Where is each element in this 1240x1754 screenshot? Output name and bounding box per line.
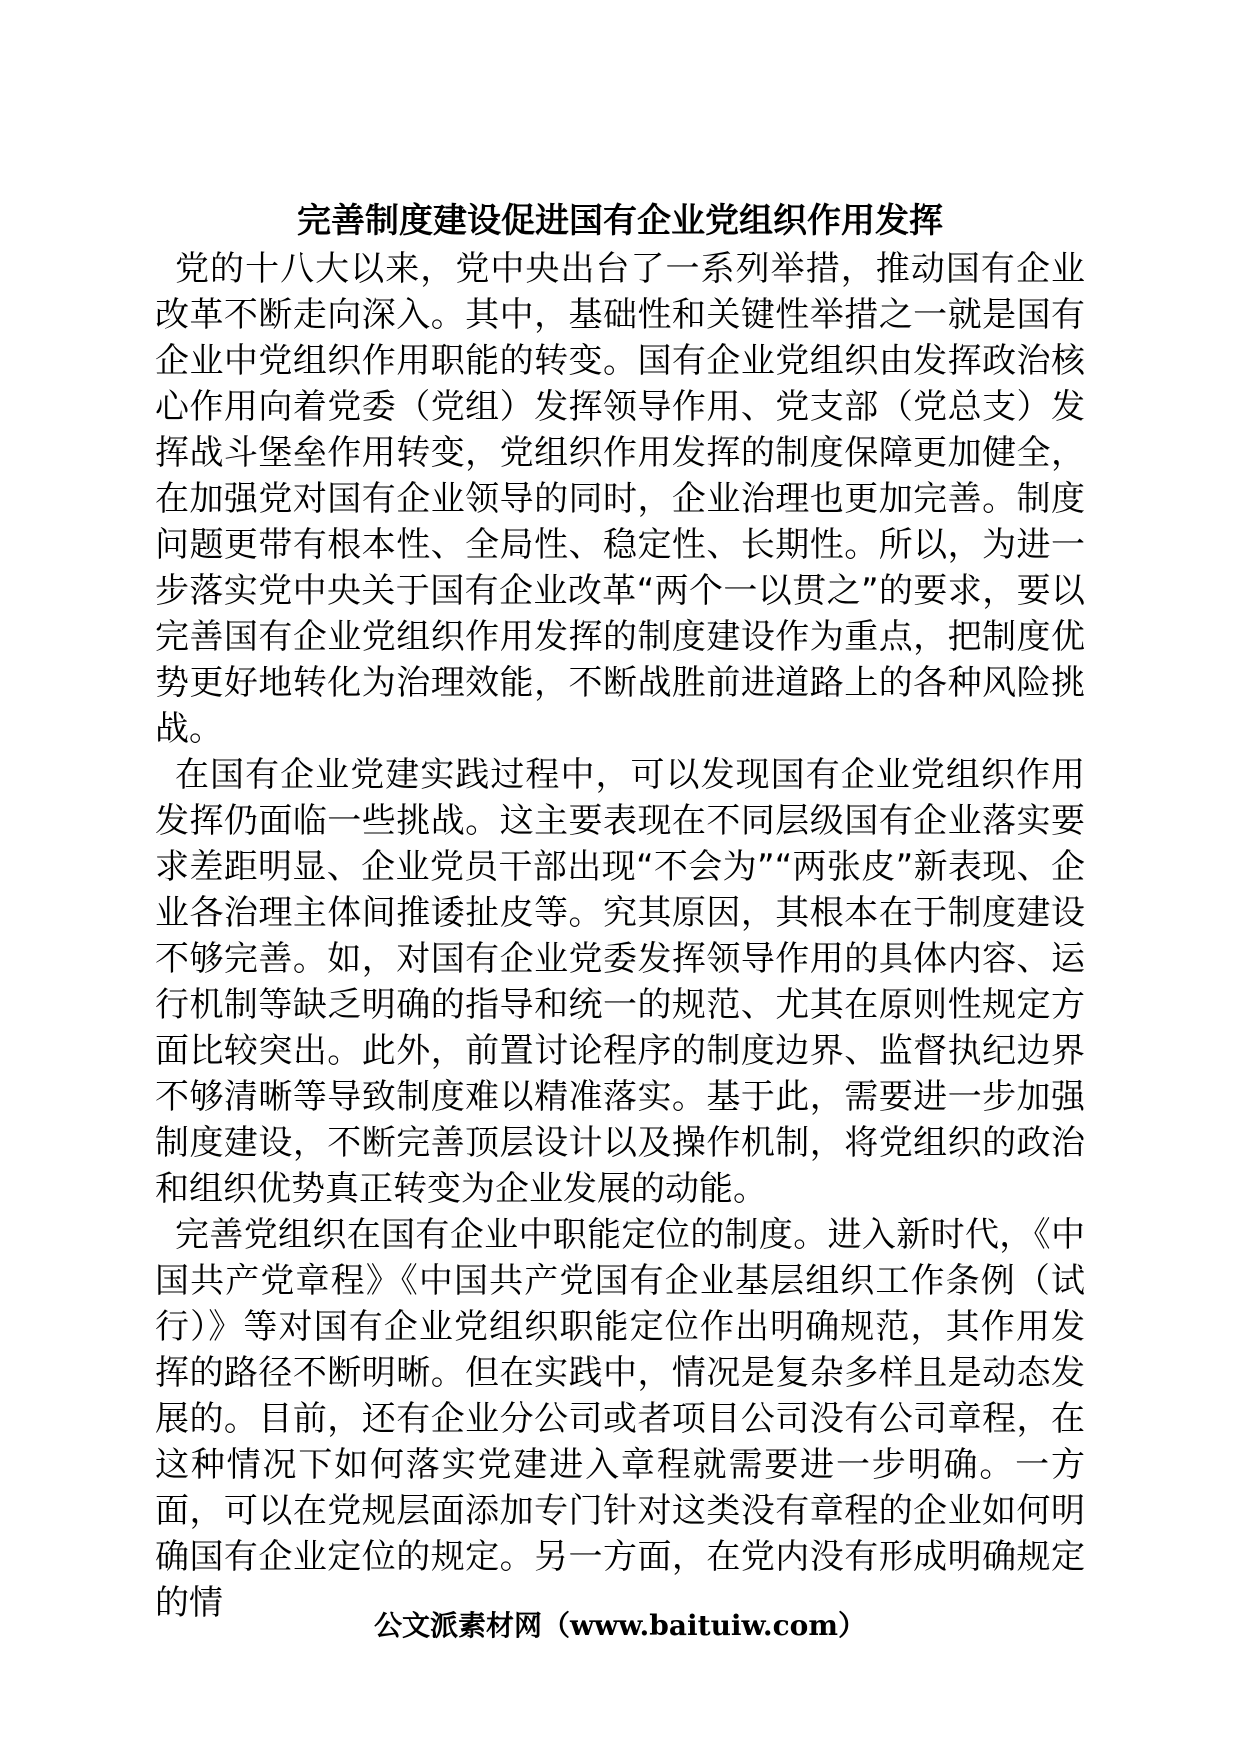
footer-watermark: 公文派素材网（www.baituiw.com） xyxy=(374,1609,866,1642)
document-body xyxy=(155,246,1085,1626)
paragraph-2: 在国有企业党建实践过程中，可以发现国有企业党组织作用发挥仍面临一些挑战。这主要表现在不同层级国有企业落实要求差距明显、企业党员干部出现“不会为”“两张皮”新表现、企业各治理主体间推诿扯皮等。究其原因，其根本在于制度建设不够完善。如，对国有企业党委发挥领导作用的具体内容、运行机制等缺乏明确的指导和统一的规范、尤其在原则性规定方面比较突出。此外，前置讨论程序的制度边界、监督执纪边界不够清晰等导致制度难以精准落实。基于此，需要进一步加强制度建设，不断完善顶层设计以及操作机制，将党组织的政治和组织优势真正转变为企业发展的动能。 xyxy=(155,755,1085,1209)
paragraph-3: 完善党组织在国有企业中职能定位的制度。进入新时代，《中国共产党章程》《中国共产党国有企业基层组织工作条例（试行）》等对国有企业党组织职能定位作出明确规范，其作用发挥的路径不断明晰。但在实践中，情况是复杂多样且是动态发展的。目前，还有企业分公司或者项目公司没有公司章程，在这种情况下如何落实党建进入章程就需要进一步明确。一方面，可以在党规层面添加专门针对这类没有章程的企业如何明确国有企业定位的规定。另一方面，在党内没有形成明确规定的情 xyxy=(155,1215,1085,1623)
document-title: 完善制度建设促进国有企业党组织作用发挥 xyxy=(297,201,943,241)
paragraph-1: 党的十八大以来，党中央出台了一系列举措，推动国有企业改革不断走向深入。其中，基础性和关键性举措之一就是国有企业中党组织作用职能的转变。国有企业党组织由发挥政治核心作用向着党委（党组）发挥领导作用、党支部（党总支）发挥战斗堡垒作用转变，党组织作用发挥的制度保障更加健全，在加强党对国有企业领导的同时，企业治理也更加完善。制度问题更带有根本性、全局性、稳定性、长期性。所以，为进一步落实党中央关于国有企业改革“两个一以贯之”的要求，要以完善国有企业党组织作用发挥的制度建设作为重点，把制度优势更好地转化为治理效能，不断战胜前进道路上的各种风险挑战。 xyxy=(155,249,1085,749)
